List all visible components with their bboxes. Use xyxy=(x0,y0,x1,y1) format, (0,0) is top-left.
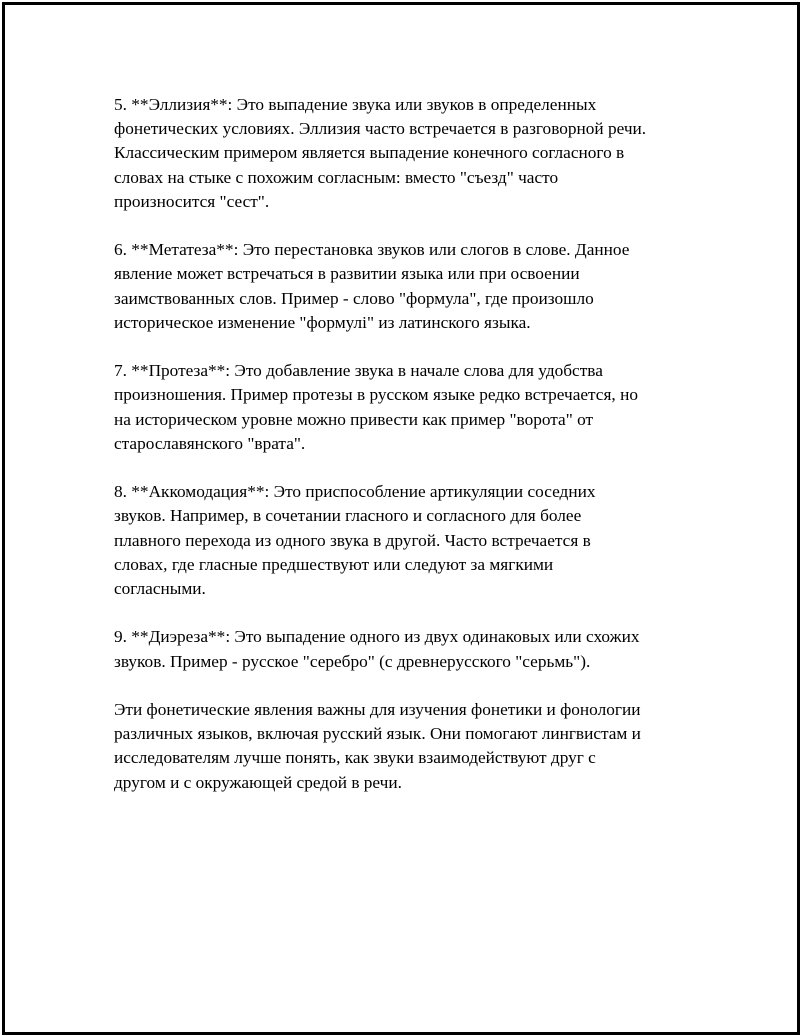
document-body xyxy=(114,93,694,819)
paragraph-prothesis: 7. **Протеза**: Это добавление звука в начале слова для удобства произношения. Пример протезы в русском языке редко встречается, но на историческом уровне можно привести как пример "ворота" от старославянского "врата". xyxy=(114,361,638,453)
paragraph-metathesis: 6. **Метатеза**: Это перестановка звуков или слогов в слове. Данное явление может встречаться в развитии языка или при освоении заимствованных слов. Пример - слово "формула", где произошло историческое изменение "формулі" из латинского языка. xyxy=(114,240,630,332)
paragraph-accommodation: 8. **Аккомодация**: Это приспособление артикуляции соседних звуков. Например, в сочетании гласного и согласного для более плавного перехода из одного звука в другой. Часто встречается в словах, где гласные предшествуют или следуют за мягкими согласными. xyxy=(114,482,596,599)
paragraph-dieresis: 9. **Диэреза**: Это выпадение одного из двух одинаковых или схожих звуков. Пример - русское "серебро" (с древнерусского "серьмь"). xyxy=(114,627,640,671)
paragraph-ellision: 5. **Эллизия**: Это выпадение звука или звуков в определенных фонетических условиях. Эллизия часто встречается в разговорной речи. Классическим примером является выпадение конечного согласного в словах на стыке с похожим согласным: вместо "съезд" часто произносится "сест". xyxy=(114,95,647,211)
paragraph-conclusion: Эти фонетические явления важны для изучения фонетики и фонологии различных языков, включая русский язык. Они помогают лингвистам и исследователям лучше понять, как звуки взаимодействуют друг с другом и с окружающей средой в речи. xyxy=(114,700,641,792)
